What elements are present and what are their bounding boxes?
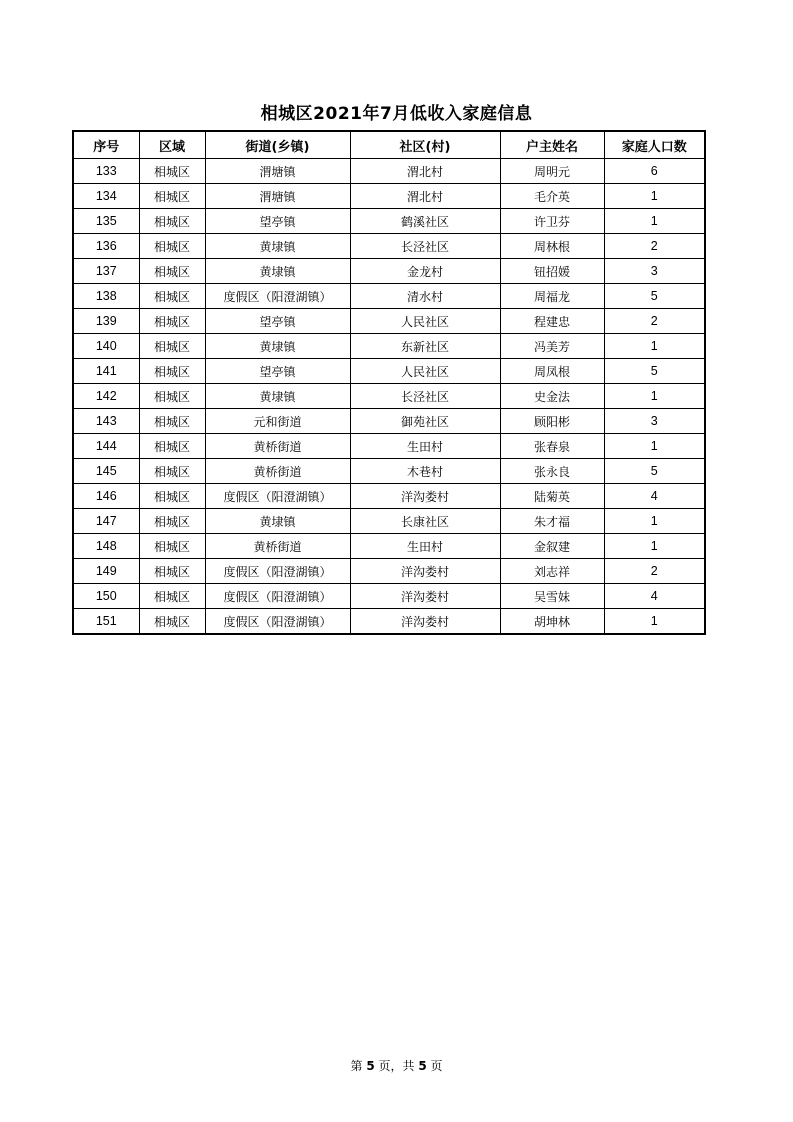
cell-community-village: 长康社区 [350, 509, 500, 534]
cell-serial-number: 141 [73, 359, 139, 384]
cell-family-size: 1 [604, 184, 705, 209]
cell-district: 相城区 [139, 359, 205, 384]
header-community-village: 社区(村) [350, 131, 500, 159]
cell-district: 相城区 [139, 534, 205, 559]
cell-street-town: 黄埭镇 [205, 509, 350, 534]
cell-householder-name: 陆菊英 [500, 484, 604, 509]
cell-district: 相城区 [139, 184, 205, 209]
cell-serial-number: 145 [73, 459, 139, 484]
cell-district: 相城区 [139, 584, 205, 609]
cell-family-size: 5 [604, 459, 705, 484]
cell-serial-number: 146 [73, 484, 139, 509]
table-row [73, 309, 705, 334]
cell-community-village: 渭北村 [350, 184, 500, 209]
cell-district: 相城区 [139, 609, 205, 635]
cell-street-town: 望亭镇 [205, 209, 350, 234]
cell-householder-name: 周福龙 [500, 284, 604, 309]
table-row [73, 259, 705, 284]
cell-family-size: 6 [604, 159, 705, 184]
table-row [73, 559, 705, 584]
cell-householder-name: 胡坤林 [500, 609, 604, 635]
cell-householder-name: 周林根 [500, 234, 604, 259]
cell-community-village: 东新社区 [350, 334, 500, 359]
cell-community-village: 人民社区 [350, 309, 500, 334]
cell-district: 相城区 [139, 384, 205, 409]
cell-householder-name: 顾阳彬 [500, 409, 604, 434]
cell-district: 相城区 [139, 509, 205, 534]
header-street-town: 街道(乡镇) [205, 131, 350, 159]
cell-community-village: 渭北村 [350, 159, 500, 184]
cell-serial-number: 144 [73, 434, 139, 459]
low-income-family-table [72, 130, 706, 635]
cell-serial-number: 140 [73, 334, 139, 359]
table-row [73, 384, 705, 409]
cell-family-size: 4 [604, 584, 705, 609]
table-header-row [73, 131, 705, 159]
cell-family-size: 3 [604, 259, 705, 284]
table-row [73, 184, 705, 209]
cell-householder-name: 金叙建 [500, 534, 604, 559]
cell-street-town: 望亭镇 [205, 359, 350, 384]
cell-community-village: 洋沟娄村 [350, 559, 500, 584]
cell-street-town: 黄桥街道 [205, 534, 350, 559]
table-row [73, 509, 705, 534]
cell-community-village: 长泾社区 [350, 384, 500, 409]
cell-district: 相城区 [139, 559, 205, 584]
table-row [73, 334, 705, 359]
cell-householder-name: 许卫芬 [500, 209, 604, 234]
table-row [73, 459, 705, 484]
cell-householder-name: 周明元 [500, 159, 604, 184]
cell-district: 相城区 [139, 334, 205, 359]
page-footer [0, 1058, 793, 1074]
cell-householder-name: 张永良 [500, 459, 604, 484]
cell-householder-name: 吴雪妹 [500, 584, 604, 609]
header-serial-number: 序号 [73, 131, 139, 159]
footer-total-pages: 5 [418, 1059, 427, 1073]
cell-householder-name: 朱才福 [500, 509, 604, 534]
cell-family-size: 1 [604, 609, 705, 635]
cell-serial-number: 149 [73, 559, 139, 584]
cell-community-village: 御苑社区 [350, 409, 500, 434]
cell-district: 相城区 [139, 484, 205, 509]
header-householder-name: 户主姓名 [500, 131, 604, 159]
cell-street-town: 度假区（阳澄湖镇） [205, 584, 350, 609]
cell-street-town: 黄埭镇 [205, 384, 350, 409]
cell-householder-name: 钮招媛 [500, 259, 604, 284]
cell-serial-number: 143 [73, 409, 139, 434]
cell-householder-name: 刘志祥 [500, 559, 604, 584]
table-row [73, 484, 705, 509]
cell-street-town: 黄埭镇 [205, 234, 350, 259]
cell-serial-number: 147 [73, 509, 139, 534]
cell-street-town: 度假区（阳澄湖镇） [205, 284, 350, 309]
cell-street-town: 黄埭镇 [205, 259, 350, 284]
table-row [73, 534, 705, 559]
cell-community-village: 人民社区 [350, 359, 500, 384]
cell-community-village: 金龙村 [350, 259, 500, 284]
cell-family-size: 1 [604, 384, 705, 409]
table-row [73, 234, 705, 259]
cell-district: 相城区 [139, 459, 205, 484]
cell-householder-name: 周凤根 [500, 359, 604, 384]
cell-family-size: 2 [604, 559, 705, 584]
cell-district: 相城区 [139, 409, 205, 434]
cell-serial-number: 135 [73, 209, 139, 234]
cell-householder-name: 程建忠 [500, 309, 604, 334]
cell-family-size: 2 [604, 234, 705, 259]
cell-serial-number: 136 [73, 234, 139, 259]
cell-street-town: 黄埭镇 [205, 334, 350, 359]
cell-street-town: 度假区（阳澄湖镇） [205, 609, 350, 635]
cell-street-town: 黄桥街道 [205, 459, 350, 484]
cell-family-size: 3 [604, 409, 705, 434]
footer-prefix: 第 [350, 1059, 367, 1073]
cell-community-village: 长泾社区 [350, 234, 500, 259]
table-row [73, 359, 705, 384]
cell-family-size: 1 [604, 534, 705, 559]
header-district: 区域 [139, 131, 205, 159]
cell-householder-name: 毛介英 [500, 184, 604, 209]
cell-family-size: 1 [604, 509, 705, 534]
cell-district: 相城区 [139, 159, 205, 184]
document-title: 相城区2021年7月低收入家庭信息 [260, 104, 533, 124]
cell-district: 相城区 [139, 434, 205, 459]
cell-serial-number: 150 [73, 584, 139, 609]
table-row [73, 434, 705, 459]
cell-street-town: 望亭镇 [205, 309, 350, 334]
table-row [73, 584, 705, 609]
cell-family-size: 5 [604, 359, 705, 384]
cell-community-village: 洋沟娄村 [350, 609, 500, 635]
cell-community-village: 生田村 [350, 434, 500, 459]
cell-householder-name: 张春泉 [500, 434, 604, 459]
cell-serial-number: 151 [73, 609, 139, 635]
cell-street-town: 渭塘镇 [205, 184, 350, 209]
cell-family-size: 5 [604, 284, 705, 309]
cell-householder-name: 史金法 [500, 384, 604, 409]
table-row [73, 209, 705, 234]
cell-serial-number: 134 [73, 184, 139, 209]
header-family-size: 家庭人口数 [604, 131, 705, 159]
cell-family-size: 1 [604, 434, 705, 459]
cell-serial-number: 142 [73, 384, 139, 409]
cell-district: 相城区 [139, 284, 205, 309]
cell-community-village: 洋沟娄村 [350, 584, 500, 609]
cell-family-size: 4 [604, 484, 705, 509]
cell-serial-number: 133 [73, 159, 139, 184]
cell-district: 相城区 [139, 209, 205, 234]
cell-community-village: 鹤溪社区 [350, 209, 500, 234]
cell-community-village: 生田村 [350, 534, 500, 559]
cell-family-size: 2 [604, 309, 705, 334]
cell-street-town: 度假区（阳澄湖镇） [205, 484, 350, 509]
cell-community-village: 洋沟娄村 [350, 484, 500, 509]
cell-householder-name: 冯美芳 [500, 334, 604, 359]
footer-middle: 页，共 [374, 1059, 419, 1073]
cell-street-town: 渭塘镇 [205, 159, 350, 184]
cell-street-town: 元和街道 [205, 409, 350, 434]
cell-family-size: 1 [604, 209, 705, 234]
cell-district: 相城区 [139, 259, 205, 284]
cell-street-town: 度假区（阳澄湖镇） [205, 559, 350, 584]
table-row [73, 284, 705, 309]
table-row [73, 609, 705, 635]
cell-district: 相城区 [139, 234, 205, 259]
table-row [73, 159, 705, 184]
cell-district: 相城区 [139, 309, 205, 334]
cell-serial-number: 148 [73, 534, 139, 559]
cell-serial-number: 138 [73, 284, 139, 309]
cell-serial-number: 137 [73, 259, 139, 284]
cell-community-village: 清水村 [350, 284, 500, 309]
footer-suffix: 页 [426, 1059, 443, 1073]
cell-family-size: 1 [604, 334, 705, 359]
cell-street-town: 黄桥街道 [205, 434, 350, 459]
cell-serial-number: 139 [73, 309, 139, 334]
footer-page-number: 5 [366, 1059, 375, 1073]
table-row [73, 409, 705, 434]
cell-community-village: 木巷村 [350, 459, 500, 484]
table-body [73, 159, 705, 635]
